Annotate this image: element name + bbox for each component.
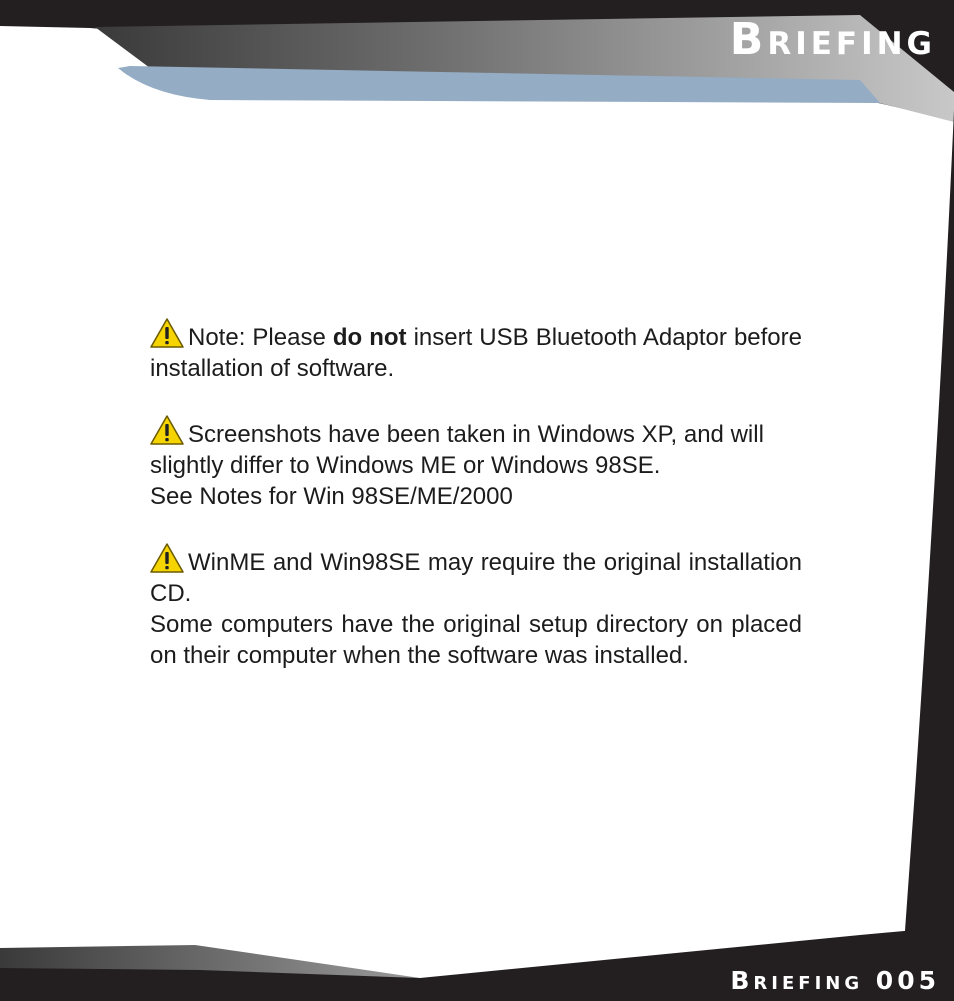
note-extra-text: Some computers have the original setup directory on placed on their computer when the software was installed. (150, 611, 802, 669)
page-number-label: Briefing 005 (730, 966, 940, 995)
note-install-cd (150, 543, 802, 671)
right-edge-band (900, 110, 954, 1001)
notes-section (150, 318, 802, 702)
note-text-post: insert USB Bluetooth Adaptor before installation of software. (150, 324, 802, 382)
page-title: Briefing (729, 14, 936, 65)
note-text-bold: do not (332, 324, 407, 351)
note-usb-adaptor (150, 318, 802, 384)
note-text: Screenshots have been taken in Windows XP, and will slightly differ to Windows ME or Windows 98SE. (150, 421, 764, 479)
warning-icon (150, 318, 184, 348)
note-text-pre: Note: Please (188, 324, 333, 351)
note-extra-text: See Notes for Win 98SE/ME/2000 (150, 483, 513, 510)
note-text: WinME and Win98SE may require the original installation CD. (150, 549, 802, 607)
warning-icon (150, 415, 184, 445)
note-screenshots (150, 415, 802, 512)
warning-icon (150, 543, 184, 573)
